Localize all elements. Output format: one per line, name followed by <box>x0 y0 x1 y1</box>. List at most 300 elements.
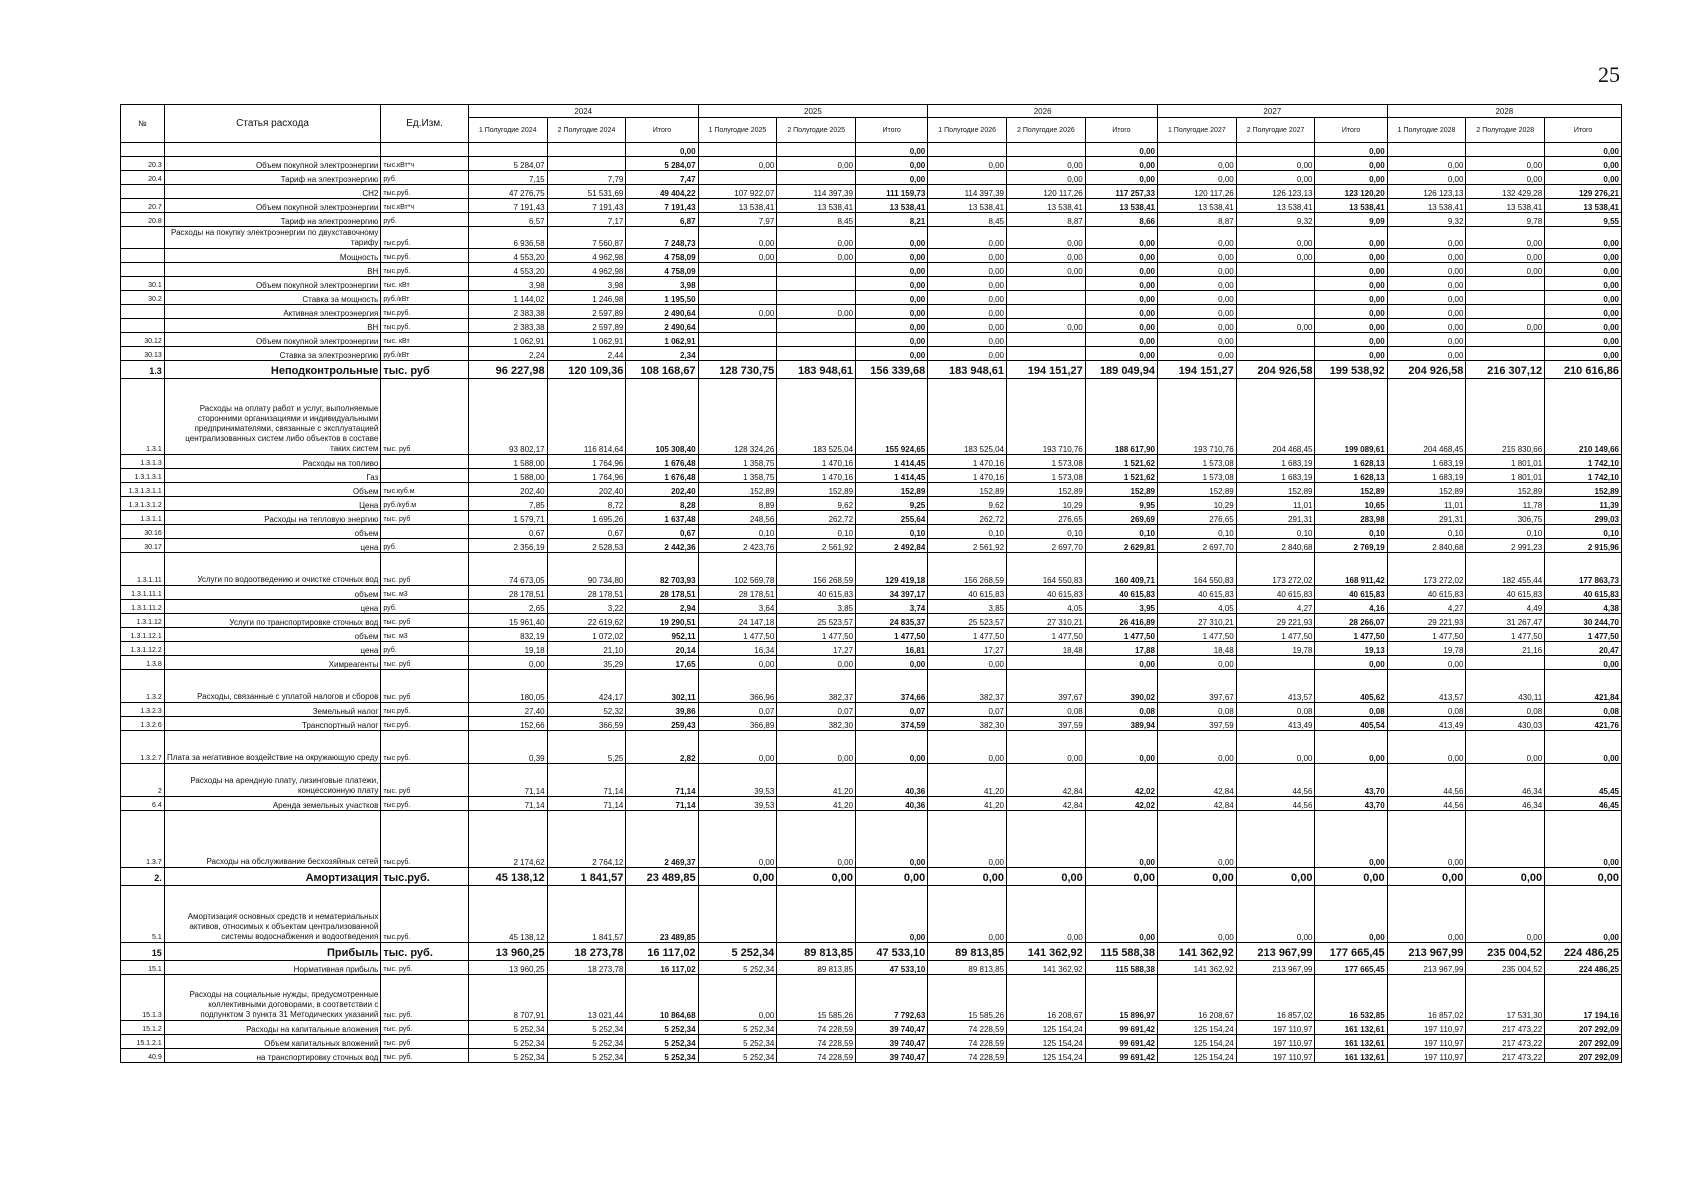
row-item-name: Расходы, связанные с уплатой налогов и сборов <box>164 670 381 703</box>
row-value-cell: 382,30 <box>777 717 856 731</box>
row-unit: тыс. руб <box>381 361 469 379</box>
row-value-cell: 5 252,34 <box>698 1021 777 1035</box>
row-code: 20.4 <box>121 171 165 185</box>
row-item-name: Расходы на социальные нужды, предусмотренные коллективными договорами, в соответствии с подпунктом 3 пункта 31 Методических указаний <box>164 975 381 1021</box>
row-code: 1.3.1.12.2 <box>121 642 165 656</box>
row-value-cell: 40 615,83 <box>777 586 856 600</box>
row-value-cell: 45 138,12 <box>468 886 547 943</box>
row-value-cell: 0,10 <box>1007 525 1086 539</box>
header-period: Итого <box>626 118 698 143</box>
row-value-cell: 0,10 <box>1387 525 1466 539</box>
row-value-cell: 40,36 <box>856 797 928 811</box>
row-value-cell: 1 683,19 <box>1236 455 1315 469</box>
row-value-cell: 13 538,41 <box>698 199 777 213</box>
row-value-cell: 6 936,58 <box>468 227 547 249</box>
row-code: 1.3.2.6 <box>121 717 165 731</box>
row-value-cell: 1 683,19 <box>1387 469 1466 483</box>
row-value-cell <box>1466 291 1545 305</box>
row-value-cell: 1 477,50 <box>1466 628 1545 642</box>
row-value-cell: 125 154,24 <box>1157 1049 1236 1063</box>
row-value-cell: 4,05 <box>1157 600 1236 614</box>
row-value-cell: 13 960,25 <box>468 961 547 975</box>
row-value-cell: 0,00 <box>1157 886 1236 943</box>
row-item-name: Объем <box>164 483 381 497</box>
row-unit <box>381 455 469 469</box>
row-value-cell: 0,00 <box>1315 157 1387 171</box>
row-value-cell: 125 154,24 <box>1007 1021 1086 1035</box>
row-value-cell: 224 486,25 <box>1545 961 1622 975</box>
row-value-cell: 0,00 <box>1085 656 1157 670</box>
row-value-cell: 2 490,64 <box>626 305 698 319</box>
row-value-cell: 0,00 <box>1236 319 1315 333</box>
row-value-cell: 204 926,58 <box>1236 361 1315 379</box>
row-value-cell: 13 538,41 <box>1545 199 1622 213</box>
row-value-cell: 0,07 <box>856 703 928 717</box>
row-value-cell: 1 676,48 <box>626 469 698 483</box>
row-value-cell: 16 208,67 <box>1007 975 1086 1021</box>
row-value-cell <box>777 277 856 291</box>
row-value-cell: 2,34 <box>626 347 698 361</box>
row-value-cell: 413,49 <box>1236 717 1315 731</box>
row-value-cell: 4,38 <box>1545 600 1622 614</box>
row-code: 1.3.1.3.1.2 <box>121 497 165 511</box>
row-value-cell: 40 615,83 <box>1315 586 1387 600</box>
row-value-cell: 0,00 <box>856 333 928 347</box>
row-item-name: объем <box>164 628 381 642</box>
row-value-cell: 5,25 <box>547 731 626 764</box>
header-period: 1 Полугодие 2026 <box>928 118 1007 143</box>
row-value-cell: 129 276,21 <box>1545 185 1622 199</box>
row-code <box>121 249 165 263</box>
row-code: 20.8 <box>121 213 165 227</box>
row-code: 1.3.1.3.1 <box>121 469 165 483</box>
row-value-cell: 71,14 <box>626 764 698 797</box>
row-value-cell: 1 588,00 <box>468 455 547 469</box>
row-value-cell: 224 486,25 <box>1545 943 1622 961</box>
row-value-cell: 366,89 <box>698 717 777 731</box>
row-code <box>121 319 165 333</box>
row-value-cell: 0,67 <box>547 525 626 539</box>
row-value-cell: 430,03 <box>1466 717 1545 731</box>
row-value-cell: 0,00 <box>928 291 1007 305</box>
row-value-cell: 0,00 <box>928 868 1007 886</box>
row-value-cell: 0,10 <box>698 525 777 539</box>
row-value-cell: 141 362,92 <box>1007 961 1086 975</box>
row-value-cell: 21,16 <box>1466 642 1545 656</box>
row-value-cell: 382,37 <box>777 670 856 703</box>
row-unit: тыс.руб. <box>381 703 469 717</box>
row-value-cell: 0,00 <box>856 319 928 333</box>
row-value-cell: 1 477,50 <box>1085 628 1157 642</box>
row-value-cell: 0,00 <box>1315 227 1387 249</box>
row-value-cell: 0,00 <box>856 227 928 249</box>
row-value-cell: 0,00 <box>856 249 928 263</box>
row-value-cell: 1 521,62 <box>1085 455 1157 469</box>
row-value-cell: 120 117,26 <box>1007 185 1086 199</box>
row-value-cell: 1 683,19 <box>1236 469 1315 483</box>
row-value-cell: 0,00 <box>1085 171 1157 185</box>
row-value-cell: 152,89 <box>1085 483 1157 497</box>
row-code: 30.2 <box>121 291 165 305</box>
row-value-cell: 2 490,64 <box>626 319 698 333</box>
row-code: 20.3 <box>121 157 165 171</box>
row-value-cell: 3,95 <box>1085 600 1157 614</box>
row-value-cell: 4,16 <box>1315 600 1387 614</box>
row-value-cell: 156 268,59 <box>777 553 856 586</box>
row-value-cell: 108 168,67 <box>626 361 698 379</box>
header-period: 1 Полугодие 2025 <box>698 118 777 143</box>
row-item-name: Ставка за мощность <box>164 291 381 305</box>
row-unit: тыс.руб. <box>381 717 469 731</box>
row-value-cell: 18,48 <box>1157 642 1236 656</box>
row-value-cell: 0,00 <box>1157 347 1236 361</box>
row-item-name: Аренда земельных участков <box>164 797 381 811</box>
row-value-cell: 5 284,07 <box>468 157 547 171</box>
row-value-cell: 235 004,52 <box>1466 943 1545 961</box>
row-value-cell: 0,00 <box>856 811 928 868</box>
row-value-cell: 207 292,09 <box>1545 1035 1622 1049</box>
row-unit: тыс.руб. <box>381 185 469 199</box>
row-value-cell: 3,22 <box>547 600 626 614</box>
row-value-cell: 202,40 <box>468 483 547 497</box>
row-value-cell: 16,81 <box>856 642 928 656</box>
row-value-cell: 0,00 <box>468 656 547 670</box>
row-value-cell: 0,00 <box>1315 171 1387 185</box>
row-value-cell: 123 120,20 <box>1315 185 1387 199</box>
row-value-cell: 17,27 <box>928 642 1007 656</box>
row-value-cell: 2 597,89 <box>547 305 626 319</box>
row-value-cell: 0,00 <box>1157 333 1236 347</box>
row-value-cell: 0,00 <box>1466 263 1545 277</box>
row-value-cell: 0,00 <box>1387 886 1466 943</box>
row-code <box>121 185 165 199</box>
row-value-cell: 0,00 <box>1315 143 1387 157</box>
row-value-cell: 28 266,07 <box>1315 614 1387 628</box>
row-value-cell: 125 154,24 <box>1157 1021 1236 1035</box>
row-value-cell: 28 178,51 <box>547 586 626 600</box>
row-value-cell: 0,00 <box>777 305 856 319</box>
row-code: 1.3.1 <box>121 379 165 455</box>
row-value-cell: 397,67 <box>1157 670 1236 703</box>
row-value-cell: 120 109,36 <box>547 361 626 379</box>
row-value-cell: 15 585,26 <box>777 975 856 1021</box>
row-value-cell: 213 967,99 <box>1236 961 1315 975</box>
table-row <box>121 886 1622 943</box>
header-period: Итого <box>856 118 928 143</box>
row-value-cell: 0,00 <box>856 868 928 886</box>
row-value-cell: 47 533,10 <box>856 961 928 975</box>
row-value-cell: 0,00 <box>1085 291 1157 305</box>
row-value-cell: 177 665,45 <box>1315 961 1387 975</box>
row-value-cell: 2 629,81 <box>1085 539 1157 553</box>
row-value-cell: 0,00 <box>698 656 777 670</box>
row-value-cell: 210 616,86 <box>1545 361 1622 379</box>
row-value-cell: 0,00 <box>1545 277 1622 291</box>
row-value-cell: 2 383,38 <box>468 305 547 319</box>
table-row <box>121 731 1622 764</box>
table-row <box>121 379 1622 455</box>
row-value-cell: 0,00 <box>1545 263 1622 277</box>
page-number: 25 <box>1598 62 1620 87</box>
row-value-cell: 6,87 <box>626 213 698 227</box>
table-row <box>121 213 1622 227</box>
row-value-cell: 216 307,12 <box>1466 361 1545 379</box>
row-value-cell: 0,00 <box>626 143 698 157</box>
row-value-cell: 15 896,97 <box>1085 975 1157 1021</box>
row-unit: тыс.руб. <box>381 811 469 868</box>
row-value-cell: 0,00 <box>1157 157 1236 171</box>
row-value-cell: 0,00 <box>1466 171 1545 185</box>
row-value-cell: 89 813,85 <box>777 943 856 961</box>
row-value-cell: 21,10 <box>547 642 626 656</box>
row-value-cell: 49 404,22 <box>626 185 698 199</box>
row-value-cell: 7 560,87 <box>547 227 626 249</box>
row-value-cell: 1 801,01 <box>1466 455 1545 469</box>
row-value-cell: 421,84 <box>1545 670 1622 703</box>
row-value-cell: 156 339,68 <box>856 361 928 379</box>
row-value-cell <box>1466 656 1545 670</box>
row-value-cell: 0,00 <box>856 143 928 157</box>
row-value-cell: 161 132,61 <box>1315 1021 1387 1035</box>
row-unit: тыс. м3 <box>381 586 469 600</box>
row-value-cell: 34 397,17 <box>856 586 928 600</box>
row-value-cell: 7 191,43 <box>468 199 547 213</box>
row-value-cell: 40 615,83 <box>928 586 1007 600</box>
row-value-cell: 10,65 <box>1315 497 1387 511</box>
row-value-cell <box>698 333 777 347</box>
row-value-cell: 0,00 <box>1085 868 1157 886</box>
row-value-cell: 156 268,59 <box>928 553 1007 586</box>
row-value-cell: 0,00 <box>928 227 1007 249</box>
row-unit: руб. <box>381 642 469 656</box>
row-value-cell: 3,64 <box>698 600 777 614</box>
row-code: 1.3.1.11 <box>121 553 165 586</box>
row-value-cell <box>1466 143 1545 157</box>
row-value-cell: 13 538,41 <box>1466 199 1545 213</box>
row-value-cell: 0,00 <box>1157 227 1236 249</box>
row-value-cell: 204 468,45 <box>1236 379 1315 455</box>
row-item-name: объем <box>164 586 381 600</box>
table-row <box>121 670 1622 703</box>
row-value-cell: 0,00 <box>1545 811 1622 868</box>
row-value-cell: 0,00 <box>777 227 856 249</box>
row-value-cell: 17,27 <box>777 642 856 656</box>
row-item-name: Амортизация <box>164 868 381 886</box>
header-period: Итого <box>1315 118 1387 143</box>
header-period: Итого <box>1085 118 1157 143</box>
row-value-cell: 213 967,99 <box>1387 943 1466 961</box>
row-value-cell: 27 310,21 <box>1157 614 1236 628</box>
row-value-cell: 0,00 <box>1315 249 1387 263</box>
row-value-cell: 4 553,20 <box>468 263 547 277</box>
row-value-cell: 0,00 <box>1007 171 1086 185</box>
header-year-2028: 2028 <box>1387 105 1621 118</box>
row-value-cell: 1 801,01 <box>1466 469 1545 483</box>
row-value-cell: 259,43 <box>626 717 698 731</box>
row-item-name: Расходы на покупку электроэнергии по двухставочному тарифу <box>164 227 381 249</box>
row-value-cell: 0,00 <box>928 731 1007 764</box>
row-value-cell: 424,17 <box>547 670 626 703</box>
header-period: 1 Полугодие 2027 <box>1157 118 1236 143</box>
row-value-cell: 13 538,41 <box>856 199 928 213</box>
row-value-cell: 16 208,67 <box>1157 975 1236 1021</box>
row-value-cell: 0,67 <box>468 525 547 539</box>
table-row <box>121 347 1622 361</box>
row-value-cell: 374,59 <box>856 717 928 731</box>
row-unit: тыс. руб <box>381 656 469 670</box>
row-value-cell: 40 615,83 <box>1085 586 1157 600</box>
row-value-cell: 283,98 <box>1315 511 1387 525</box>
row-value-cell: 116 814,64 <box>547 379 626 455</box>
row-value-cell: 152,89 <box>1236 483 1315 497</box>
row-value-cell: 51 531,69 <box>547 185 626 199</box>
row-code: 1.3.1.12.1 <box>121 628 165 642</box>
row-value-cell: 0,00 <box>1545 319 1622 333</box>
row-value-cell: 0,00 <box>1387 277 1466 291</box>
row-value-cell: 17,65 <box>626 656 698 670</box>
row-value-cell: 0,00 <box>928 811 1007 868</box>
row-value-cell: 1 072,02 <box>547 628 626 642</box>
row-value-cell: 141 362,92 <box>1157 961 1236 975</box>
row-value-cell: 141 362,92 <box>1157 943 1236 961</box>
table-row <box>121 797 1622 811</box>
row-item-name: Расходы на оплату работ и услуг, выполняемые сторонними организациями и индивидуальными предпринимателями, связанные с эксплуатацией централизованных систем либо объектов в составе таких систем <box>164 379 381 455</box>
row-value-cell: 27,40 <box>468 703 547 717</box>
row-value-cell: 1 521,62 <box>1085 469 1157 483</box>
row-value-cell: 99 691,42 <box>1085 1021 1157 1035</box>
row-value-cell: 0,00 <box>1315 319 1387 333</box>
row-value-cell: 1 477,50 <box>1236 628 1315 642</box>
row-value-cell: 0,00 <box>856 263 928 277</box>
row-value-cell: 0,00 <box>1387 656 1466 670</box>
row-value-cell: 0,00 <box>1157 319 1236 333</box>
row-value-cell: 125 154,24 <box>1157 1035 1236 1049</box>
row-value-cell <box>777 143 856 157</box>
row-value-cell: 13 538,41 <box>1236 199 1315 213</box>
row-value-cell <box>1236 347 1315 361</box>
row-value-cell: 0,00 <box>856 886 928 943</box>
row-unit: тыс.кВт*ч <box>381 157 469 171</box>
row-code: 40.9 <box>121 1049 165 1063</box>
row-value-cell: 1 470,16 <box>777 469 856 483</box>
row-unit: тыс. руб. <box>381 1049 469 1063</box>
row-item-name: Расходы на арендную плату, лизинговые платежи, концессионную плату <box>164 764 381 797</box>
row-code: 30.1 <box>121 277 165 291</box>
row-value-cell: 0,10 <box>1085 525 1157 539</box>
row-value-cell: 1 358,75 <box>698 469 777 483</box>
row-value-cell: 4 962,98 <box>547 263 626 277</box>
row-value-cell: 4,27 <box>1236 600 1315 614</box>
row-item-name: объем <box>164 525 381 539</box>
row-value-cell: 1 246,98 <box>547 291 626 305</box>
header-period: 2 Полугодие 2025 <box>777 118 856 143</box>
row-value-cell <box>1466 347 1545 361</box>
row-value-cell <box>1236 263 1315 277</box>
row-value-cell: 11,78 <box>1466 497 1545 511</box>
row-code: 30.16 <box>121 525 165 539</box>
row-unit <box>381 525 469 539</box>
row-value-cell <box>547 157 626 171</box>
row-value-cell: 3,98 <box>626 277 698 291</box>
row-value-cell: 306,75 <box>1466 511 1545 525</box>
header-item: Статья расхода <box>164 105 381 143</box>
row-value-cell: 0,10 <box>1157 525 1236 539</box>
row-value-cell: 0,00 <box>856 731 928 764</box>
row-value-cell: 0,00 <box>1315 886 1387 943</box>
row-value-cell: 2,94 <box>626 600 698 614</box>
row-value-cell <box>698 263 777 277</box>
row-value-cell: 0,00 <box>1236 886 1315 943</box>
row-value-cell: 20,47 <box>1545 642 1622 656</box>
row-value-cell: 13 538,41 <box>1315 199 1387 213</box>
row-value-cell: 0,00 <box>1545 868 1622 886</box>
row-value-cell: 40 615,83 <box>1387 586 1466 600</box>
row-value-cell: 0,00 <box>698 975 777 1021</box>
row-code: 15 <box>121 943 165 961</box>
expense-table-sheet <box>120 104 1622 1063</box>
row-value-cell: 1 573,08 <box>1157 469 1236 483</box>
row-item-name: Цена <box>164 497 381 511</box>
table-row <box>121 199 1622 213</box>
row-value-cell: 0,00 <box>1387 157 1466 171</box>
row-value-cell: 1 477,50 <box>1157 628 1236 642</box>
header-period: 1 Полугодие 2024 <box>468 118 547 143</box>
row-unit: тыс.руб. <box>381 227 469 249</box>
row-value-cell: 43,70 <box>1315 764 1387 797</box>
row-value-cell: 93 802,17 <box>468 379 547 455</box>
row-value-cell: 194 151,27 <box>1007 361 1086 379</box>
table-row <box>121 333 1622 347</box>
row-value-cell: 8,72 <box>547 497 626 511</box>
row-value-cell: 1 579,71 <box>468 511 547 525</box>
row-value-cell: 182 455,44 <box>1466 553 1545 586</box>
row-item-name: Плата за негативное воздействие на окружающую среду <box>164 731 381 764</box>
row-code: 1.3.2.3 <box>121 703 165 717</box>
table-row <box>121 811 1622 868</box>
row-value-cell: 152,89 <box>1545 483 1622 497</box>
row-code <box>121 305 165 319</box>
row-value-cell: 0,08 <box>1545 703 1622 717</box>
row-value-cell: 1 414,45 <box>856 455 928 469</box>
row-item-name: ВН <box>164 263 381 277</box>
table-row <box>121 227 1622 249</box>
row-value-cell: 0,00 <box>777 157 856 171</box>
row-item-name: СН2 <box>164 185 381 199</box>
row-value-cell: 9,55 <box>1545 213 1622 227</box>
row-value-cell <box>1466 811 1545 868</box>
row-value-cell: 5 252,34 <box>698 1035 777 1049</box>
row-value-cell: 8,28 <box>626 497 698 511</box>
row-value-cell: 11,39 <box>1545 497 1622 511</box>
row-value-cell: 0,00 <box>1466 319 1545 333</box>
row-value-cell: 430,11 <box>1466 670 1545 703</box>
row-unit: тыс.кВт*ч <box>381 199 469 213</box>
header-period: 1 Полугодие 2028 <box>1387 118 1466 143</box>
row-value-cell <box>1236 143 1315 157</box>
header-year-2024: 2024 <box>468 105 698 118</box>
row-value-cell: 0,08 <box>1007 703 1086 717</box>
row-code: 6.4 <box>121 797 165 811</box>
row-code <box>121 143 165 157</box>
row-value-cell: 28 178,51 <box>626 586 698 600</box>
row-value-cell: 0,10 <box>928 525 1007 539</box>
row-value-cell <box>1007 347 1086 361</box>
row-value-cell: 0,10 <box>1545 525 1622 539</box>
row-value-cell: 421,76 <box>1545 717 1622 731</box>
row-item-name: Расходы на капитальные вложения <box>164 1021 381 1035</box>
row-value-cell <box>777 291 856 305</box>
row-value-cell: 152,89 <box>1315 483 1387 497</box>
